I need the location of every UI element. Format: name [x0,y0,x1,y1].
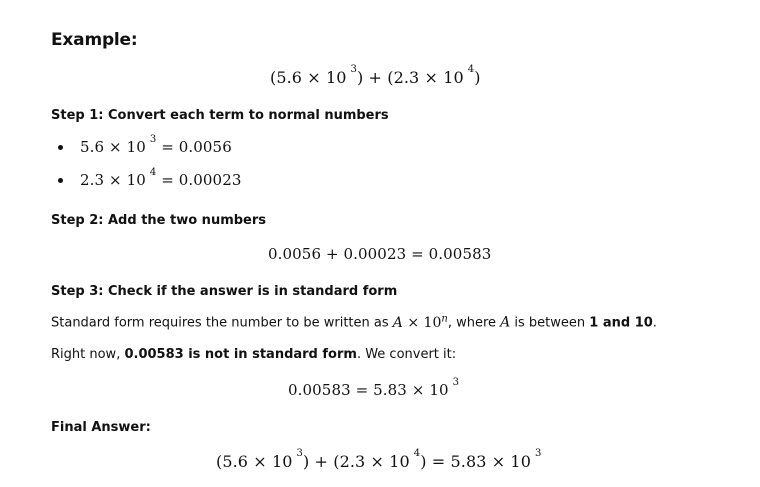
conversion-equation: 2.3 × 10 $^4$ = 0.00023 [80,167,242,189]
times-symbol: × [307,68,321,87]
bullet-icon [58,145,63,150]
conversion-result: 0.00023 [178,171,242,189]
step1-title: Step 1: Convert each term to normal numbers [51,108,389,123]
term-b-exponent: 4 [467,64,475,75]
term-b-coefficient: 2.3 [393,68,420,87]
term-b-base: 10 [443,68,464,87]
term-a-exponent: 3 [350,64,358,75]
standard-form-expression: A × 10$^n$ [392,313,448,331]
term-a-coefficient: 5.6 [276,68,303,87]
addition-equation: 0.0056 + 0.00023 = 0.00583 [268,245,492,263]
step2-title: Step 2: Add the two numbers [51,213,267,228]
times-symbol: × [424,68,439,87]
final-answer-expression: (5.6 × 10 $^3$) + (2.3 × 10 $^4$) = 5.83 × 10 $^3$ [216,448,542,471]
plus-symbol: + [368,68,383,87]
example-heading: Example: [51,30,138,50]
standard-form-explanation: Standard form requires the number to be written as A × 10$^n$, where A is between 1 and 10. [51,313,657,331]
bullet-icon [58,178,63,183]
problem-expression: (5.6 × 10 $^3$) + (2.3 × 10 $^4$) [270,64,481,87]
conversion-result: 0.0056 [178,138,232,156]
step3-title: Step 3: Check if the answer is in standard form [51,284,398,299]
standard-form-conversion: 0.00583 = 5.83 × 10 $^3$ [288,377,460,399]
final-answer-title: Final Answer: [51,420,151,435]
final-result-coefficient: 5.83 [450,452,487,471]
term-a-base: 10 [325,68,347,87]
conversion-equation: 5.6 × 10 $^3$ = 0.0056 [80,134,232,156]
final-result-exponent: 3 [534,448,542,459]
not-standard-note: Right now, 0.00583 is not in standard form. We convert it: [51,347,457,362]
sum-result: 0.00583 [428,245,492,263]
